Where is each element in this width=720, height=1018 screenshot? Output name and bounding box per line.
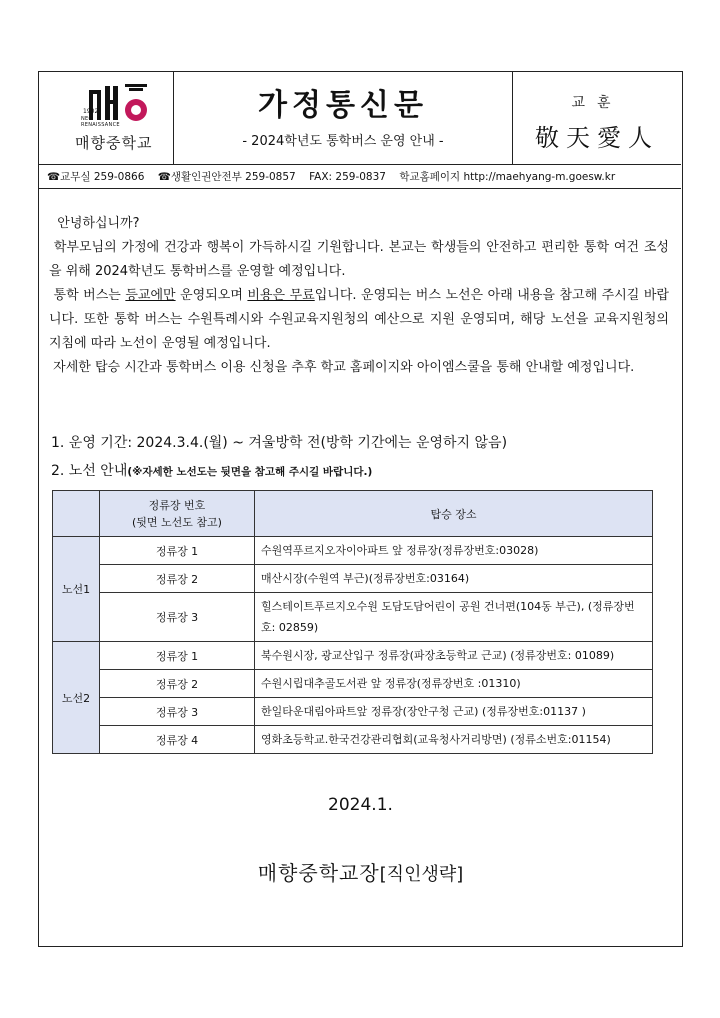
school-name: 매향중학교 xyxy=(75,134,153,152)
stop-place: 북수원시장, 광교산입구 정류장(파장초등학교 근교) (정류장번호: 01089) xyxy=(255,642,653,670)
table-header-place: 탑승 장소 xyxy=(255,491,653,537)
logo-tagline-2: RENAISSANCE xyxy=(81,122,120,128)
contact-fax: FAX: 259-0837 xyxy=(309,171,386,183)
issue-date: 2024.1. xyxy=(328,795,393,815)
paragraph-1-text: 학부모님의 가정에 건강과 행복이 가득하시길 기원합니다. 본교는 학생들의 안전하고 편리한 통학 여건 조성을 위해 2024학년도 통학버스를 운영할 예정입니다. xyxy=(49,240,669,279)
table-row xyxy=(53,537,653,565)
paragraph-2-c: 입니다. 운영되는 버스 노선은 아래 내용을 참고해 주시길 바랍니다. 또한 통학 버스는 수원특례시와 수원교육지원청의 예산으로 지원 운영되며, 해당 노선을 교육지원청의 지침에 따라 노선이 운영될 예정입니다. xyxy=(49,288,669,351)
table-row xyxy=(53,642,653,670)
table-header-blank xyxy=(53,491,100,537)
stop-number: 정류장 3 xyxy=(100,698,255,726)
table-row xyxy=(53,698,653,726)
stop-number: 정류장 4 xyxy=(100,726,255,754)
stop-number: 정류장 1 xyxy=(100,537,255,565)
route-name: 노선2 xyxy=(53,642,100,754)
section-route-title: 2. 노선 안내 xyxy=(51,463,128,479)
logo-year: 1902 xyxy=(83,108,99,115)
stop-place: 수원시립대추골도서관 앞 정류장(정류장번호 :01310) xyxy=(255,670,653,698)
contact-homepage: 학교홈페이지 http://maehyang-m.goesw.kr xyxy=(399,171,616,183)
paragraph-1 xyxy=(49,236,669,284)
stop-place: 매산시장(수원역 부근)(정류장번호:03164) xyxy=(255,565,653,593)
table-row xyxy=(53,726,653,754)
title-box xyxy=(174,72,513,164)
stop-place: 힐스테이트푸르지오수원 도담도담어린이 공원 건너편(104동 부근), (정류장번호: 02859) xyxy=(255,593,653,642)
stop-number: 정류장 2 xyxy=(100,565,255,593)
signer xyxy=(39,857,682,886)
notice-page xyxy=(38,71,683,947)
table-row xyxy=(53,593,653,642)
paragraph-2-a: 통학 버스는 xyxy=(53,288,126,303)
section-operation-period: 1. 운영 기간: 2024.3.4.(월) ~ 겨울방학 전(방학 기간에는 운영하지 않음) xyxy=(51,435,508,451)
signer-name: 매향중학교장 xyxy=(257,861,380,885)
bus-stop-table xyxy=(52,490,653,754)
paragraph-2 xyxy=(49,284,669,356)
contact-bar xyxy=(39,165,681,189)
paragraph-2-underline-1: 등교에만 xyxy=(125,288,176,303)
logo-tagline-1: NEO xyxy=(81,116,93,122)
paragraph-3 xyxy=(49,356,669,380)
header xyxy=(39,72,681,165)
contact-safety: ☎생활인권안전부 259-0857 xyxy=(157,171,296,183)
greeting xyxy=(49,212,669,236)
contact-office: ☎교무실 259-0866 xyxy=(47,171,145,183)
table-row xyxy=(53,565,653,593)
table-header-stop xyxy=(100,491,255,537)
logo-tagline xyxy=(81,116,120,128)
stop-place: 수원역푸르지오자이아파트 앞 정류장(정류장번호:03028) xyxy=(255,537,653,565)
table-header-stop-line-1: 정류장 번호 xyxy=(148,498,206,512)
seal-note: [직인생략] xyxy=(379,864,464,885)
motto-text: 敬天愛人 xyxy=(535,124,659,152)
table-header-stop-line-2: (뒷면 노선도 참고) xyxy=(132,515,222,529)
page-title: 가정통신문 xyxy=(258,88,428,123)
paragraph-2-underline-2: 비용은 무료 xyxy=(247,288,315,303)
stop-number: 정류장 1 xyxy=(100,642,255,670)
paragraph-2-b: 운영되오며 xyxy=(175,288,248,303)
page-subtitle: - 2024학년도 통학버스 운영 안내 - xyxy=(242,134,444,149)
stop-place: 한일타운대림아파트앞 정류장(장안구청 근교) (정류장번호:01137 ) xyxy=(255,698,653,726)
section-route-note: (※자세한 노선도는 뒷면을 참고해 주시길 바랍니다.) xyxy=(127,466,373,478)
stop-number: 정류장 2 xyxy=(100,670,255,698)
letter-body xyxy=(49,212,669,380)
section-route-guide xyxy=(51,460,372,480)
stop-place: 영화초등학교.한국건강관리협회(교육청사거리방면) (정류소번호:01154) xyxy=(255,726,653,754)
route-name: 노선1 xyxy=(53,537,100,642)
stop-number: 정류장 3 xyxy=(100,593,255,642)
paragraph-3-text: 자세한 탑승 시간과 통학버스 이용 신청을 추후 학교 홈페이지와 아이엠스쿨을 통해 안내할 예정입니다. xyxy=(53,360,635,375)
table-row xyxy=(53,670,653,698)
motto-label: 교훈 xyxy=(571,95,623,111)
motto-box xyxy=(513,72,681,164)
school-logo-box xyxy=(39,72,174,164)
greeting-text: 안녕하십니까? xyxy=(57,216,140,231)
